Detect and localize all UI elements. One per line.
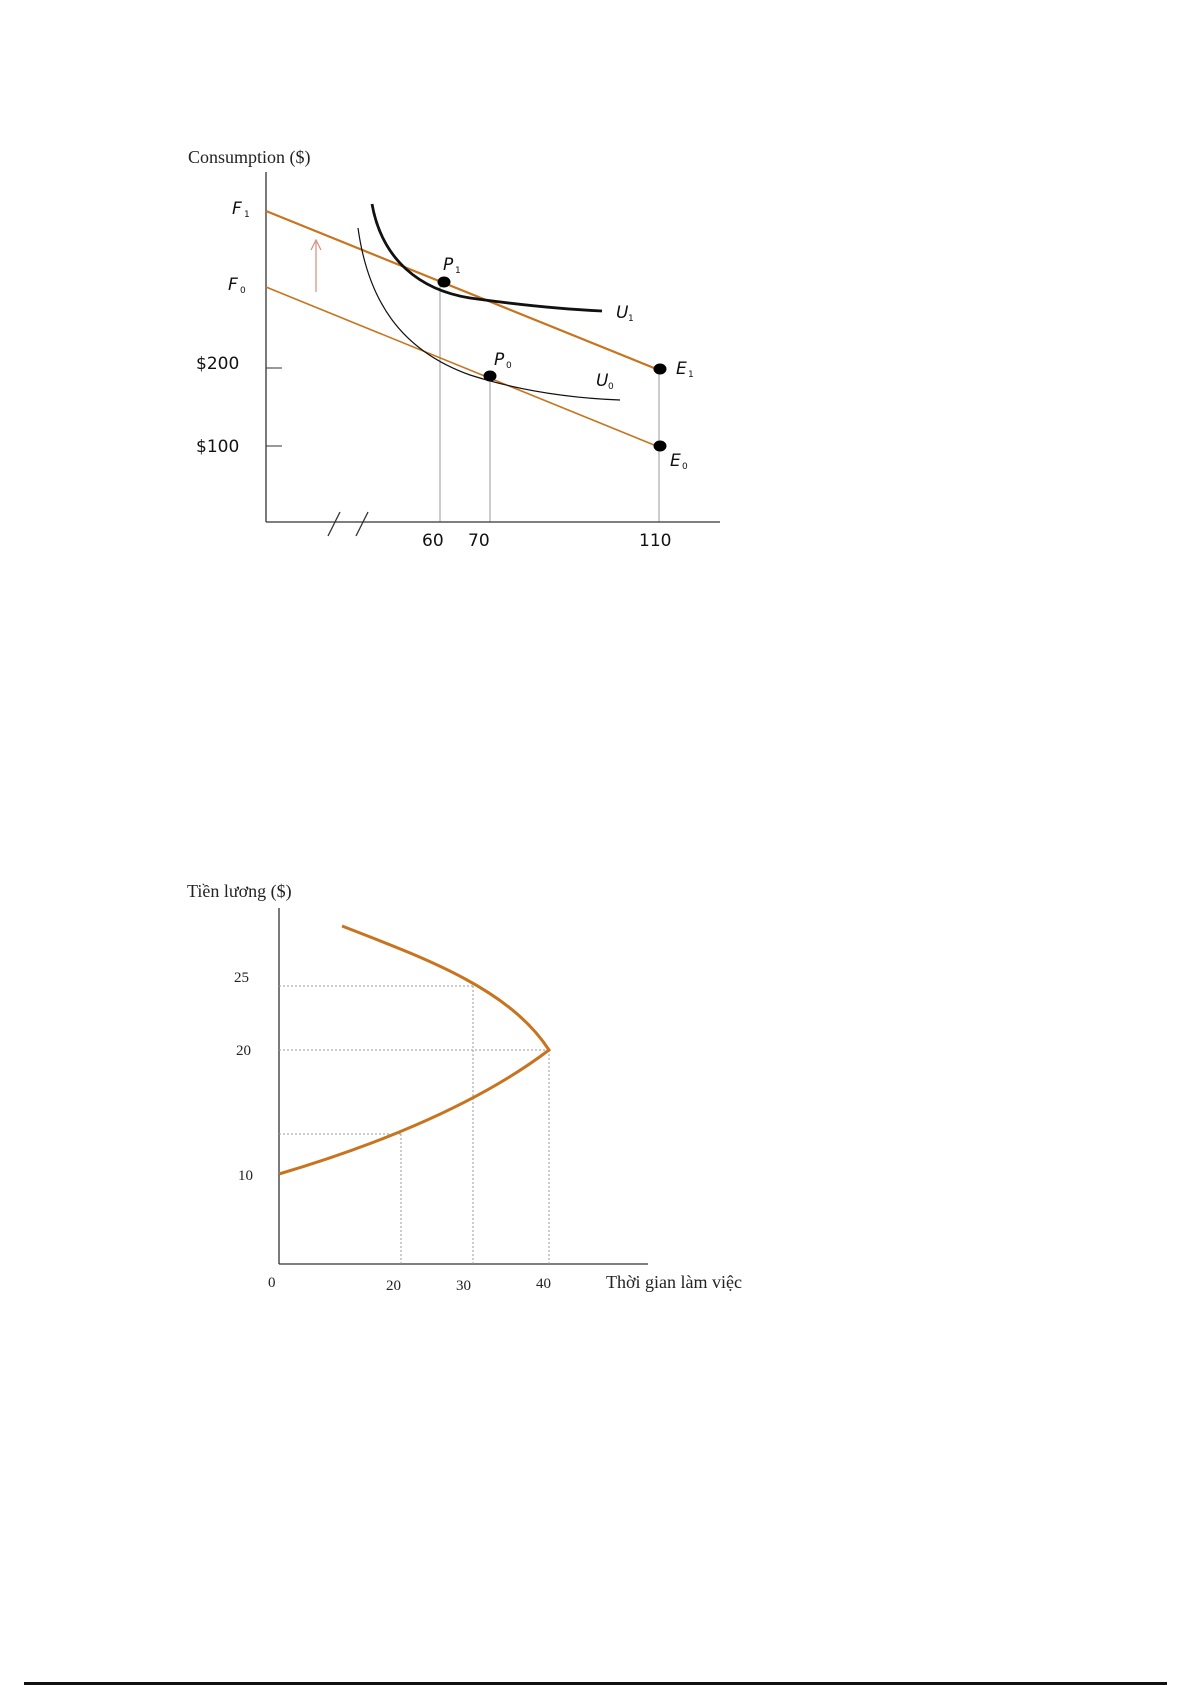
point-p1 [438,277,451,288]
label-f0-sub: 0 [240,286,246,296]
x-axis-label: Thời gian làm việc [606,1272,742,1292]
label-u0-sub: 0 [608,382,614,392]
origin-label: 0 [268,1275,276,1291]
y-tick-label-200: $200 [196,354,240,374]
y-tick-label-10: 10 [238,1168,253,1184]
budget-line-1 [266,211,659,370]
label-e1: E [676,359,687,379]
x-tick-label-70: 70 [468,531,490,551]
label-p1-sub: 1 [455,266,461,276]
axis-break-right [356,512,368,536]
cyan-highlight-bar [173,1342,243,1366]
y-axis-label: Tiền lương ($) [187,881,292,901]
x-tick-label-60: 60 [422,531,444,551]
label-e1-sub: 1 [688,370,694,380]
label-p0-sub: 0 [506,361,512,371]
x-tick-label-110: 110 [639,531,672,551]
consumption-chart [0,0,1191,640]
label-f1: F [232,199,242,219]
label-p0: P [494,350,505,370]
x-tick-label-40: 40 [536,1276,551,1292]
x-tick-label-30: 30 [456,1278,471,1294]
labor-supply-curve [279,926,549,1174]
axis-break-left [328,512,340,536]
label-u1-sub: 1 [628,314,634,324]
point-e1 [654,364,667,375]
y-tick-label-100: $100 [196,437,240,457]
label-f1-sub: 1 [244,210,250,220]
label-f0: F [228,275,238,295]
label-u1: U [616,303,629,323]
yellow-highlight-bar [173,580,685,604]
y-tick-label-25: 25 [234,970,249,986]
point-e0 [654,441,667,452]
y-axis-label: Consumption ($) [188,147,311,167]
point-p0 [484,371,497,382]
indifference-curve-u1 [372,204,602,311]
label-e0-sub: 0 [682,462,688,472]
y-tick-label-20: 20 [236,1043,251,1059]
label-u0: U [596,371,609,391]
label-e0: E [670,451,681,471]
label-p1: P [443,255,454,275]
x-tick-label-20: 20 [386,1278,401,1294]
